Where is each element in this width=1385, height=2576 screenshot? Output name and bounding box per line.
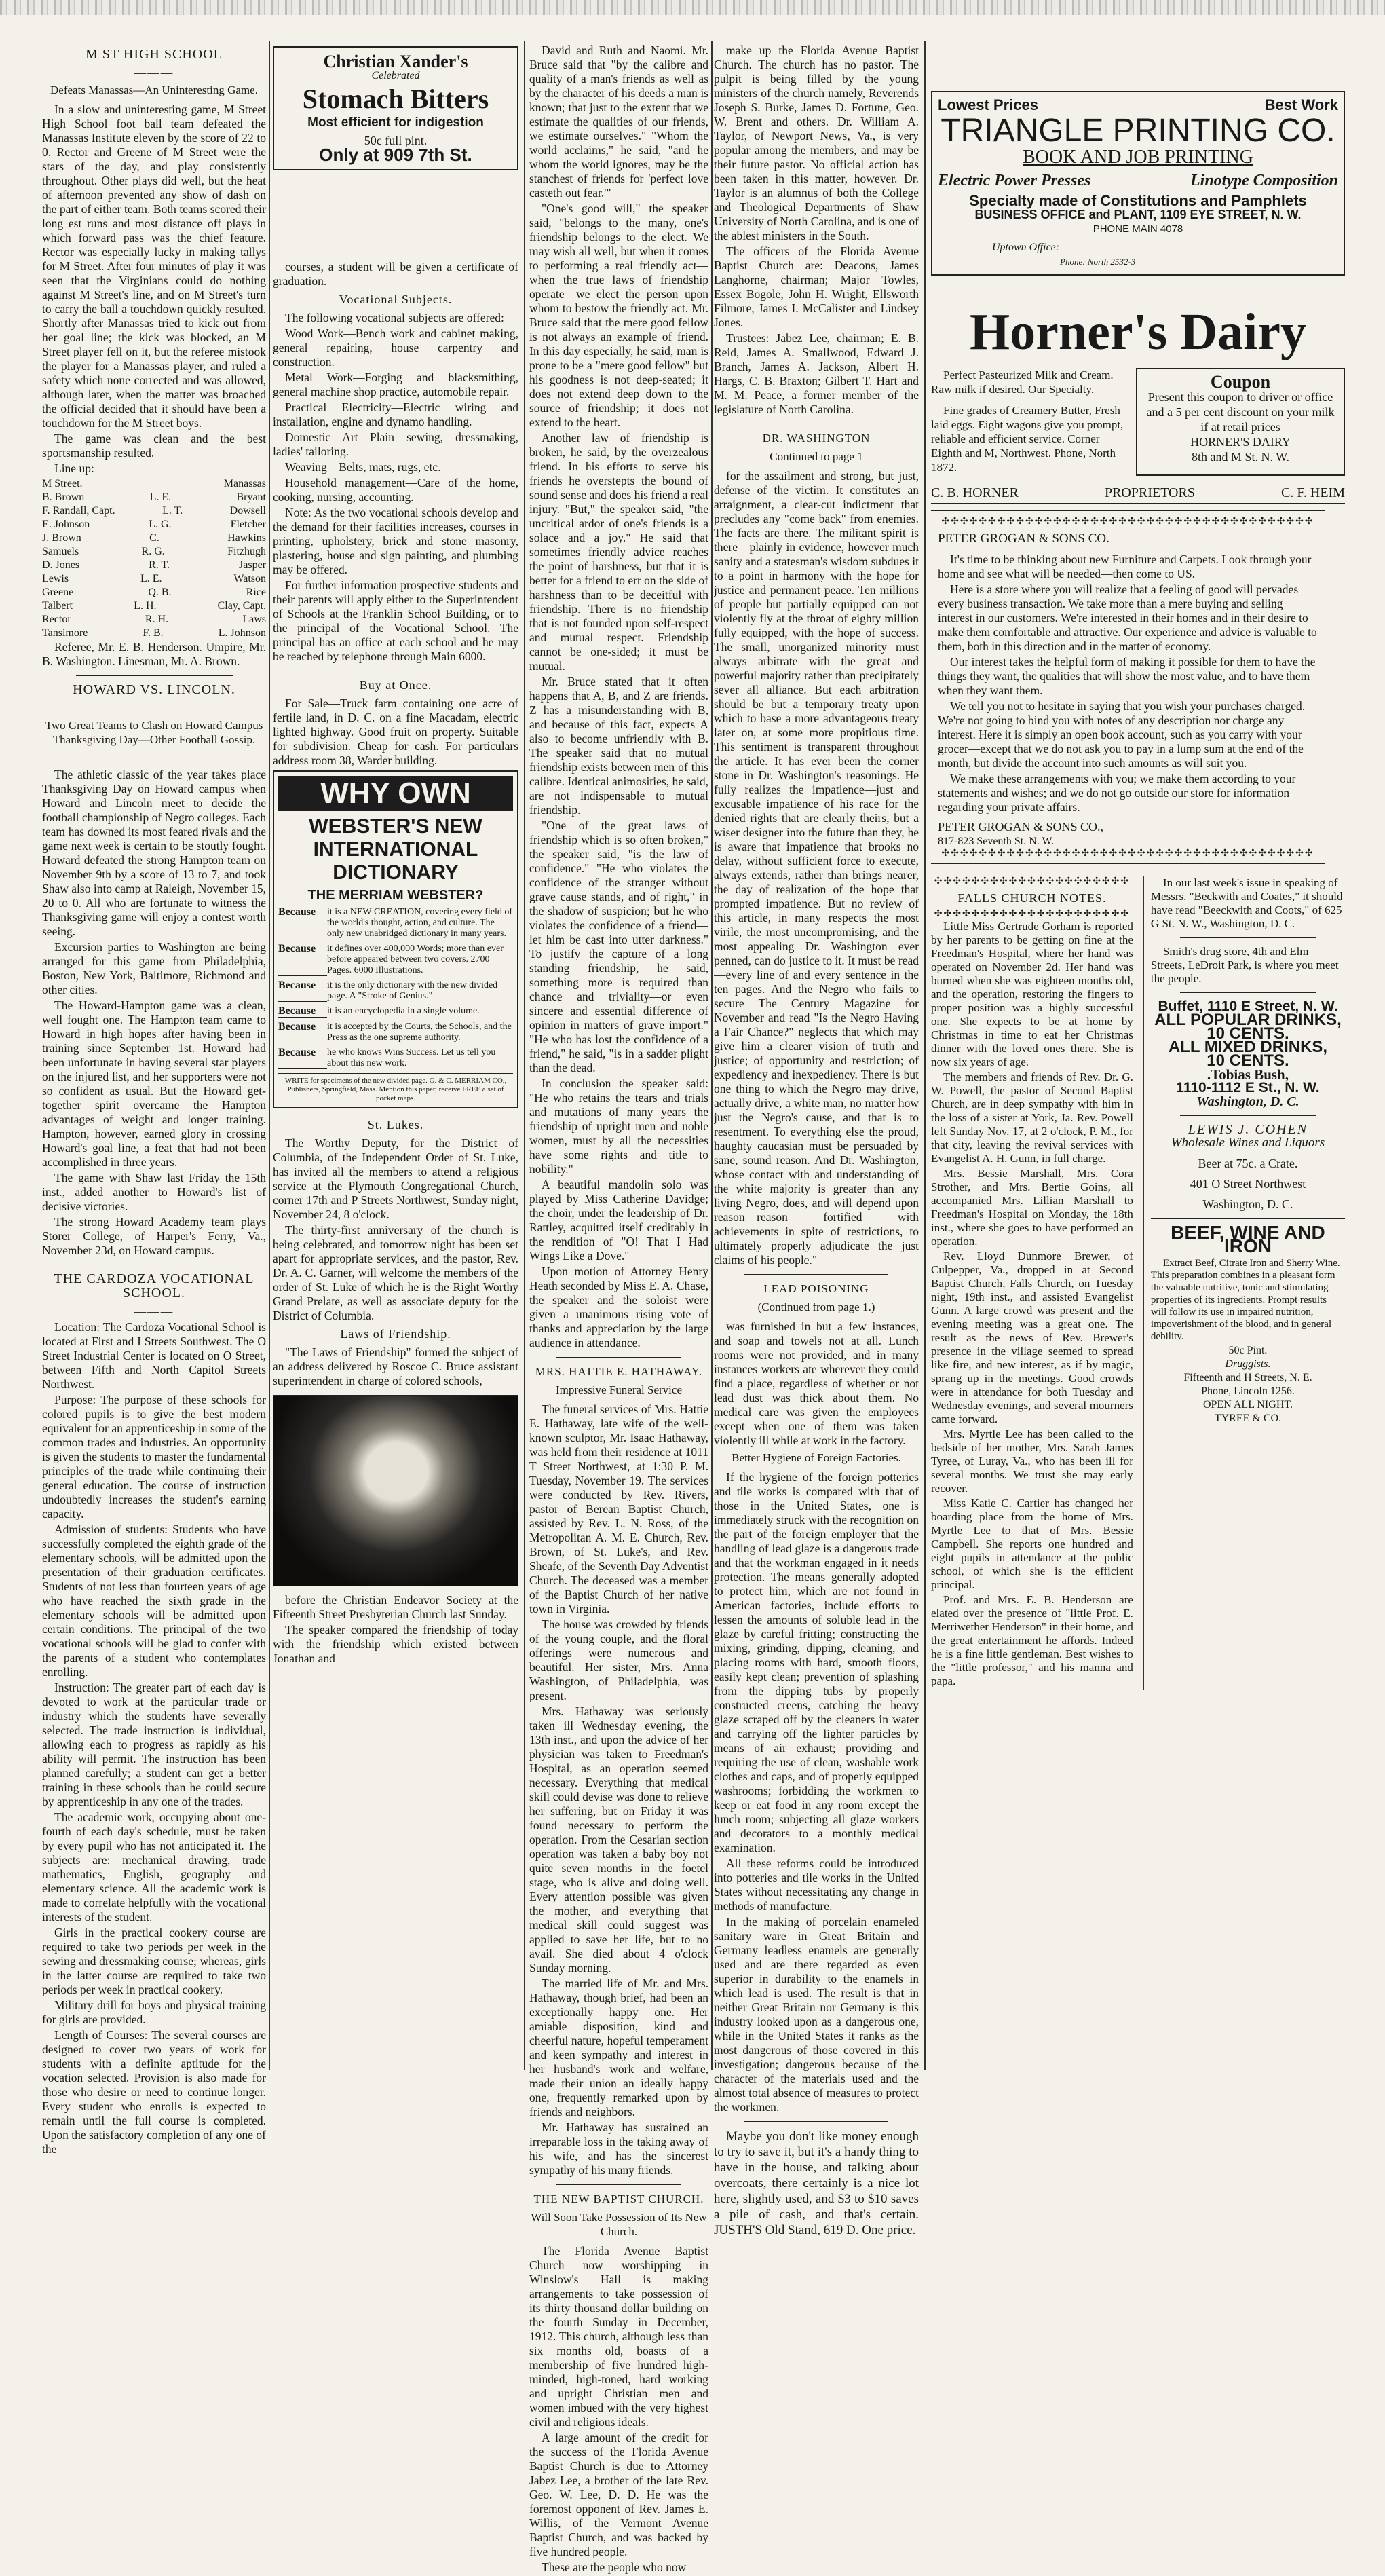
ad-best-work: Best Work — [1264, 96, 1338, 113]
ad-because-label: Because — [278, 944, 327, 976]
lineup-cell: Talbert — [42, 600, 73, 612]
divider — [1151, 1218, 1345, 1219]
lineup-cell: Bryant — [236, 491, 266, 503]
coupon-name: HORNER'S DAIRY — [1190, 435, 1291, 449]
grogan-footer: PETER GROGAN & SONS CO., — [938, 820, 1104, 834]
paragraph: The athletic classic of the year takes place Thanksgiving Day on Howard campus when Howard and Lincoln meet to decide the football championship of Negro colleges. Each team has downed its most feared rivals and the game next week is certain to be stoutly fought. Howard defeated the strong Hampton team on November 9th by a score of 13 to 7, and took Shaw also into camp at Raleigh, November 15, 20 to 0. All who are fortunate to witness the Thanksgiving game will enjoy a contest worth seeing. — [42, 768, 266, 938]
paragraph: These are the people who now — [542, 2560, 687, 2574]
lower-section — [931, 876, 1345, 1690]
paragraph: make up the Florida Avenue Baptist Church. The church has no pastor. The pulpit is being filled by the young ministers of the church namely, Reverends Joseph S. Burke, James D. Fortune, Geo. W. Brent and others. Dr. William A. Taylor, of Newport News, Va., is very popular among the members, and may be their future pastor. No official action has been taken in this matter, however. Dr. Taylor is an alumnus of both the College and Theological Departments of Shaw University of North Carolina, and is one of the ablest ministers in the South. — [714, 43, 919, 242]
column-1 — [42, 43, 266, 2158]
ad-reason-text: he who knows Wins Success. Let us tell you about this new work. — [327, 1047, 496, 1068]
paragraph: Mrs. Myrtle Lee has been called to the bedside of her mother, Mrs. Sarah James Tyree, of Luray, Va., who has been ill for several months. We trust she may early recover. — [931, 1427, 1133, 1495]
paragraph: Location: The Cardoza Vocational School is located at First and I Streets Southwest. The O Street Industrial Center is located on O Street, between Fifth and North Capitol Streets Northwest. — [42, 1320, 266, 1391]
ad-reason-text: it is an encyclopedia in a single volume. — [327, 1006, 480, 1016]
section-heading: Laws of Friendship. — [340, 1327, 451, 1341]
ornament-border: ✣✣✣✣✣✣✣✣✣✣✣✣✣✣✣✣✣✣✣✣✣✣✣✣✣✣✣✣✣✣✣✣✣✣✣✣✣✣✣✣ — [941, 848, 1314, 859]
lineup-cell: D. Jones — [42, 559, 80, 571]
ad-top-row — [938, 98, 1338, 112]
lineup-row — [42, 572, 266, 586]
bush-line: 10 CENTS. — [1207, 1051, 1289, 1070]
lineup-cell: Fletcher — [230, 519, 266, 530]
lineup-cell: B. Brown — [42, 491, 85, 503]
justh-ad: Maybe you don't like money enough to try to save it, but it's a handy thing to have in the house, and talking about overcoats, there certainly is a nice lot here, slightly used, and $3 to $10 saves a pile of cash, and that's certain. JUSTH'S Old Stand, 619 D. One price. — [714, 2129, 919, 2237]
ad-presses-row — [938, 174, 1338, 188]
ad-reason — [278, 980, 513, 1002]
dairy-text: Fine grades of Creamery Butter, Fresh laid eggs. Eight wagons give you prompt, reliable and efficient service. Corner Eighth and M, Northwest. Phone, North 1872. — [931, 404, 1124, 474]
cohen-ad — [1151, 1123, 1345, 1211]
coupon-address: 8th and M St. N. W. — [1191, 450, 1290, 464]
iron-firm: TYREE & CO. — [1214, 1413, 1282, 1424]
paragraph: The speaker compared the friendship of today with the friendship which existed between Jonathan and — [273, 1623, 518, 1665]
webster-dictionary-ad — [273, 770, 518, 1108]
lineup-row — [42, 504, 266, 518]
lineup-cell: E. Johnson — [42, 519, 90, 530]
paragraph: was furnished in but a few instances, and soap and towels not at all. Lunch rooms were not provided, and in many instances workers ate wherever they could find a place, regardless of whether or not lead dust was thick about them. No medical care was given the employees except when one of them was taken violently ill while at work in the factory. — [714, 1320, 919, 1447]
bush-ad — [1151, 1000, 1345, 1108]
paragraph: The house was crowded by friends of the young couple, and the floral offerings were numerous and beautiful. Her sister, Mrs. Anna Washington, of Philadelphia, was present. — [529, 1618, 708, 1702]
ad-reason-text: it defines over 400,000 Words; more than ever before appeared between two covers. 2700 Pages. 6000 Illustrations. — [327, 944, 504, 975]
column-rule — [711, 41, 713, 2070]
lineup-cell: L. H. — [134, 600, 157, 612]
article-subheading: Two Great Teams to Clash on Howard Campus Thanksgiving Day—Other Football Gossip. — [45, 719, 263, 746]
bush-line: ALL POPULAR DRINKS, — [1154, 1011, 1342, 1029]
lineup-cell: Samuels — [42, 546, 79, 557]
grogan-name: PETER GROGAN & SONS CO. — [938, 531, 1109, 546]
paragraph: Mrs. Hathaway was seriously taken ill Wednesday evening, the 13th inst., and upon the advice of her physician was taken to Freedman's Hospital, as an operation seemed necessary. Everything that medical skill could devise was done to relieve her suffering, but on Friday it was found necessary to perform the operation. From the Cesarian section operation was taken a baby boy not quite seven months in the foetel stage, who is alive and doing well. Every attention possible was given the mother, and everything that medical skill could suggest was applied to save her life, but to no avail. She died about 4 o'clock Sunday morning. — [529, 1704, 708, 1975]
ad-reason — [278, 944, 513, 976]
cohen-city: Washington, D. C. — [1202, 1197, 1293, 1211]
article-heading-cardoza: THE CARDOZA VOCATIONAL SCHOOL. — [54, 1271, 254, 1301]
divider: ——— — [134, 752, 174, 766]
article-heading-howard: HOWARD VS. LINCOLN. — [73, 682, 235, 697]
lineup-cell: R. T. — [149, 559, 170, 571]
paragraph: Weaving—Belts, mats, rugs, etc. — [285, 460, 441, 474]
column-3 — [529, 43, 708, 2576]
ad-uptown-phone: Phone: North 2532-3 — [1060, 257, 1136, 267]
article-subheading: Better Hygiene of Foreign Factories. — [732, 1451, 901, 1464]
ad-reason — [278, 1006, 513, 1018]
grogan-paragraph: We tell you not to hesitate in saying that you wish your purchases charged. We're not going to bind you with notes of any description nor charge any interest. Here it is simply an open book account, such as you carry with your grocer—except that we do not ask you to pay in a lump sum at the end of the month, but divide the account into such amounts as will suit you. — [938, 699, 1306, 770]
lineup-cell: Dowsell — [229, 505, 266, 517]
divider — [744, 1274, 888, 1275]
article-subheading: Defeats Manassas—An Uninteresting Game. — [50, 83, 258, 96]
stomach-bitters-ad — [273, 46, 518, 170]
article-heading-washington: DR. WASHINGTON — [762, 432, 871, 445]
paragraph: The funeral services of Mrs. Hattie E. Hathaway, late wife of the well-known sculptor, Mr. Isaac Hathaway, was held from their residence at 1011 T Street Northwest, at 1:30 P. M. Tuesday, November 19. The services were conducted by Rev. Rivers, pastor of Berean Baptist Church, assisted by Rev. L. N. Ross, of the Metropolitan A. M. E. Church, Rev. Brown, of St. Luke's, and Rev. Sheafe, of the Seventh Day Adventist Church. The deceased was a member of the Baptist Church of her native town in Virginia. — [529, 1402, 708, 1616]
paragraph: The thirty-first anniversary of the church is being celebrated, and tomorrow night has been set apart for appropriate services, and the pastor, Rev. Dr. A. C. Garner, will welcome the members of the order of St. Luke of which he is the Right Worthy Grand Prelate, as well as associate deputy for the District of Columbia. — [273, 1223, 518, 1322]
grogan-paragraph: We make these arrangements with you; we make them according to your statements and wishes; and we do not go outside our store for information regarding your private affairs. — [938, 772, 1296, 814]
dairy-coupon — [1136, 368, 1345, 476]
article-heading-baptist: THE NEW BAPTIST CHURCH. — [533, 2192, 704, 2205]
dairy-body — [931, 368, 1345, 476]
article-heading-m-street: M ST HIGH SCHOOL — [86, 47, 223, 62]
section-heading: Vocational Subjects. — [339, 293, 453, 306]
dairy-proprietors — [931, 483, 1345, 504]
paragraph: Little Miss Gertrude Gorham is reported by her parents to be getting on fine at the Freedman's Hospital, where her hand was operated on November 2d. Her hand was burned when she was eighteen months old, and the operation, restoring the fingers to proper position was a highly successful one. She expects to be at home by Christmas in time to eat her Christmas dinner with the loved ones there. She is now six years of age. — [931, 920, 1133, 1068]
lineup-cell: J. Brown — [42, 532, 81, 544]
top-edge-strip — [0, 0, 1385, 15]
falls-church-column — [931, 876, 1133, 1690]
lineup-cell: Lewis — [42, 573, 69, 584]
paragraph: The Florida Avenue Baptist Church now worshipping in Winslow's Hall is making arrangements to take possession of its thirty thousand dollar building on the fourth Sunday in December, 1912. This church, although less than six months old, boasts of a membership of five hundred high-minded, high-toned, hard working and upright Christian men and women imbued with the very highest civil and religious ideals. — [529, 2244, 708, 2429]
lineup-cell: Greene — [42, 586, 74, 598]
article-subheading: Will Soon Take Possession of Its New Church. — [531, 2211, 707, 2238]
lineup-cell: F. Randall, Capt. — [42, 505, 115, 517]
ad-uptown: Uptown Office: — [992, 242, 1060, 253]
ad-dictionary-name: WEBSTER'S NEW INTERNATIONAL DICTIONARY — [309, 815, 482, 884]
bush-name: .Tobias Bush, — [1207, 1066, 1289, 1083]
grogan-ad — [931, 510, 1325, 865]
lineup-row — [42, 599, 266, 613]
coupon-title: Coupon — [1210, 372, 1271, 392]
article-subheading: Continued to page 1 — [770, 450, 863, 463]
lineup-cell: Q. B. — [148, 586, 172, 598]
ad-question: THE MERRIAM WEBSTER? — [307, 888, 484, 903]
bush-city: Washington, D. C. — [1196, 1094, 1299, 1109]
ads-column — [1143, 876, 1345, 1690]
spacer — [931, 276, 1345, 303]
grogan-footer-address: 817-823 Seventh St. N. W. — [938, 836, 1055, 847]
proprietor-2: C. F. HEIM — [1281, 485, 1345, 500]
dairy-left — [931, 368, 1126, 476]
grogan-paragraph: Here is a store where you will realize that a feeling of good will pervades every business transaction. We take more than a mere buying and selling interest in our customers. We're interested in their homes and in their desire to make them comfortable and attractive. Our experience and advice is valuable to them, both in this direction and in the matter of economy. — [938, 582, 1317, 653]
coupon-text: Present this coupon to driver or office and a 5 per cent discount on your milk if at retail prices — [1146, 390, 1335, 434]
bush-address: 1110-1112 E St., N. W. — [1176, 1080, 1320, 1096]
paragraph: Note: As the two vocational schools develop and the demand for their facilities increases, courses in printing, upholstery, brick and stone masonry, plastering, house and sign painting, and plumbing may be offered. — [273, 506, 518, 576]
falls-church-heading: FALLS CHURCH NOTES. — [957, 891, 1107, 905]
triangle-printing-ad — [931, 91, 1345, 276]
paragraph: "The Laws of Friendship" formed the subject of an address delivered by Roscoe C. Bruce assistant superintendent in charge of colored schools, — [273, 1345, 518, 1387]
lineup-cell: L. G. — [149, 519, 172, 530]
paragraph: Wood Work—Bench work and cabinet making, general repairing, house carpentry and construction. — [273, 326, 518, 369]
iron-druggists: Druggists. — [1225, 1358, 1271, 1370]
lineup-row — [42, 491, 266, 504]
iron-address: Fifteenth and H Streets, N. E. — [1183, 1372, 1312, 1383]
column-4 — [714, 43, 919, 2239]
paragraph: Excursion parties to Washington are being arranged for this game from Philadelphia, Boston, New York, Baltimore, Richmond and other cities. — [42, 940, 266, 996]
column-rule — [924, 41, 926, 2070]
column-rule — [269, 41, 270, 2070]
paragraph: In the making of porcelain enameled sanitary ware in Great Britain and Germany leadless enamels are generally used and are there regarded as even superior in durability to the enamels in which lead is used. The result is that in neither Great Britain nor Germany is this industry looked upon as a dangerous one, while in the United States it ranks as the most dangerous of those covered in this investigation; dangerous because of the character of the materials used and the almost total absence of measures to protect the workmen. — [714, 1915, 919, 2114]
paragraph: Admission of students: Students who have successfully completed the eighth grade of the elementary schools, will be admitted upon the presentation of their graduation certificates. Students of not less than fourteen years of age who have reached the sixth grade in the elementary schools will be admitted upon certain conditions. The principal of the two vocational schools will be glad to confer with the parents of a student who contemplates enrolling. — [42, 1523, 266, 1679]
beef-wine-iron-ad — [1150, 1222, 1345, 1425]
iron-price: 50c Pint. — [1228, 1345, 1268, 1356]
paragraph: Rev. Lloyd Dunmore Brewer, of Culpepper, Va., dropped in at Second Baptist Church, Falls Church, on Tuesday night, 19th inst., and assisted Evangelist Gunn. A large crowd was present and the evening meeting was a great one. The result as the news of Rev. Brewer's presence in the village seemed to spread like fire, and new interest, as if by magic, sprang up in the meetings. Good crowds were in attendance for both Tuesday and Wednesday evenings, and several mourners came forward. — [931, 1250, 1133, 1425]
ad-phone: PHONE MAIN 4078 — [1093, 223, 1183, 235]
paragraph: The strong Howard Academy team plays Storer College, of Harper's Ferry, Va., November 23d, on Howard campus. — [42, 1215, 266, 1257]
lineup-table — [42, 477, 266, 640]
lineup-cell: L. E. — [149, 491, 172, 503]
lineup-cell: Watson — [233, 573, 266, 584]
bush-buffet: Buffet, 1110 E Street, N. W. — [1158, 998, 1338, 1014]
dairy-text: Perfect Pasteurized Milk and Cream. Raw milk if desired. Our Specialty. — [931, 369, 1114, 396]
paragraph: The game with Shaw last Friday the 15th inst., added another to Howard's list of decisive victories. — [42, 1171, 266, 1213]
ad-presses: Electric Power Presses — [938, 172, 1091, 189]
section-heading: Buy at Once. — [359, 678, 432, 692]
article-subheading: (Continued from page 1.) — [757, 1301, 875, 1313]
paragraph: Miss Katie C. Cartier has changed her boarding place from the home of Mrs. Myrtle Lee to that of Mrs. Bessie Campbell. She reports one hundred and eight pupils in attendance at the public school, of which she is the efficient principal. — [931, 1497, 1133, 1591]
paragraph: for the assailment and strong, but just, defense of the victim. It constitutes an arraignment, a clear-cut indictment that precludes any "come back" from enemies. The facts are there. The militant spirit is there—plainly in evidence, however much sanity and a statesman's wisdom subdues it to a point in harmony with the hope for justice and permanent peace. Ten millions of people but partially equipped can not violently fly at the throat of eighty million fully equipped, with the hope of success. The small, unorganized minority must always arbitrate with the great and powerful majority rather than precipitately sever all alliance. But each arbitration should be but a temporary treaty upon which to base a more advantageous treaty later on, at some more propitious time. This sentiment is transparent throughout the article. It has ever been the corner stone in Dr. Washington's reasonings. He fully realizes the impatience—just and excusable impatience of his race for the denied rights that are clearly theirs, but a wiser designer into the future than they, he is aware that impatience that brooks no delay, without sufficient force to execute, always extends, rather than brings nearer, the day of realization of the hope that prompted impatience. But no review of this article, in many respects the most virile, the most uncompromising, and the most appealing Dr. Washington ever penned, can do justice to it. It must be read—every line of and every sentence in the ten pages. And the Negro who fails to secure The Century Magazine for November and read "Is the Negro Having a Fair Chance?" neglects that which may give him a clearer vision of truth and justice; of opportunity and restriction; of expediency and inexpediency. There is but one thing to which the Negro may drive, actually drive, a white man, no matter how just the Negro's cause, and that is to resentment. To everything else the proud, haughty caucasian must be persuaded by sane, sound reason. And Dr. Washington, whose contact with and understanding of the white majority is greater than any living Negro, does, and will depend upon reason—reason fortified with achievements in spite of restrictions, to ultimately properly adjudicate the just claims of his people." — [714, 469, 919, 1267]
paragraph: The members and friends of Rev. Dr. G. W. Powell, the pastor of Second Baptist Church, are in deep sympathy with him in the loss of a sister at York, Ja. Rev. Powell left Sunday Nov. 17, at 2 o'clock, P. M., for that city, leaving the revival services with Evangelist A. H. Gunn, in full charge. — [931, 1070, 1133, 1165]
lineup-cell: L. E. — [140, 573, 162, 584]
paragraph: Girls in the practical cookery course are required to take two periods per week in the sewing and dressmaking course; whereas, girls in the latter course are required to take two periods per week in practical cookery. — [42, 1926, 266, 1996]
lineup-row — [42, 627, 266, 640]
column-2 — [273, 43, 518, 1667]
ad-price: 50c full pint. — [364, 134, 428, 147]
divider — [744, 2121, 888, 2122]
lineup-cell: Rector — [42, 614, 71, 625]
paragraph: If the hygiene of the foreign potteries and tile works is compared with that of those in the United States, one is immediately struck with the recognition on the part of the foreign employer that the handling of lead glaze is a dangerous trade and that the workman engaged in it needs protection. The means generally adopted to protect him, which are not found in American factories, include efforts to lessen the amounts of soluble lead in the glaze by careful fritting; constructing the mixing, grinding, dipping, cleaning, and placing rooms with hard, smooth floors, easily kept clean; prevention of splashing from the dipping tubs by properly constructed creens, catching the heavy glaze scraped off by the cleaners in water and carrying off the lighter particles by means of air exhaust; providing and requiring the use of clean, washable work clothes and caps, and of properly equipped washrooms; forbidding the workmen to keep or eat food in any room except the lunch room; subjecting all glaze workers and decorators to a monthly medical examination. — [714, 1470, 919, 1854]
ad-specialty: Specialty made of Constitutions and Pamphlets — [969, 192, 1307, 209]
ad-footer: WRITE for specimens of the new divided page. G. & C. MERRIAM CO., Publishers, Springfield, Mass. Mention this paper, receive FREE a set of pocket maps. — [278, 1073, 513, 1103]
ad-reason-text: it is a NEW CREATION, covering every field of the world's thought, action, and culture. The only new unabridged dictionary in many years. — [327, 907, 513, 939]
paragraph: before the Christian Endeavor Society at the Fifteenth Street Presbyterian Church last Sunday. — [273, 1593, 518, 1621]
paragraph: Mr. Hathaway has sustained an irreparable loss in the taking away of his wife, and has the sincerest sympathy of his many friends. — [529, 2121, 708, 2177]
ad-tagline: Most efficient for indigestion — [307, 115, 484, 130]
lineup-row — [42, 518, 266, 531]
cohen-price: Beer at 75c. a Crate. — [1198, 1157, 1298, 1170]
lineup-cell: Hawkins — [227, 532, 266, 544]
ad-printing-sub: BOOK AND JOB PRINTING — [1023, 147, 1253, 168]
ad-because-label: Because — [278, 907, 327, 939]
paragraph: The academic work, occupying about one-fourth of each day's schedule, must be taken by every pupil who has not anticipated it. The subjects are: mechanical drawing, trade mathematics, English, geography and elementary science. All the academic work is made to correlate helpfully with the vocational interests of the student. — [42, 1810, 266, 1924]
divider: ——— — [134, 701, 174, 715]
ad-reason — [278, 907, 513, 939]
paragraph: Prof. and Mrs. E. B. Henderson are elated over the presence of "little Prof. E. Merriwether Henderson" in their home, and the great entertainment he affords. Indeed he is a fine little gentleman. Best wishes to the "little professor," and his manna and papa. — [931, 1593, 1133, 1687]
iron-text: Extract Beef, Citrate Iron and Sherry Wine. This preparation combines in a pleasant form the valuable nutritive, tonic and stimulating properties of its ingredients. Prompt results will follow its use in impaired nutrition, impoverishment of the blood, and in general debility. — [1150, 1258, 1340, 1342]
lineup-cell: L. Johnson — [218, 627, 266, 639]
cohen-address: 401 O Street Northwest — [1190, 1177, 1306, 1191]
paragraph: Trustees: Jabez Lee, chairman; E. B. Reid, James A. Smallwood, Edward J. Branch, James A. Jackson, Albert H. Hargs, C. B. Braxton; Gilbert T. Hart and M. M. Peace, a former member of the legislature of North Carolina. — [714, 331, 919, 416]
beckwith-note: In our last week's issue in speaking of Messrs. "Beckwith and Coates," it should have read "Beeckwith and Coots," of 625 G St. N. W., Washington, D. C. — [1150, 876, 1343, 930]
paragraph: Length of Courses: The several courses are designed to cover two years of work for students with a definite aptitude for the vocation selected. Provision is also made for those who desire or need to continue longer. Every student who enrolls is expected to remain until the full course is completed. Upon the satisfactory completion of any one of the — [42, 2028, 266, 2156]
cohen-name: LEWIS J. COHEN — [1188, 1122, 1308, 1137]
paragraph: A beautiful mandolin solo was played by Miss Catherine Davidge; the choir, under the leadership of Dr. Rattley, acquitted itself creditably in the rendition of "O! That I Had Wings Like a Dove." — [529, 1178, 708, 1263]
ad-lowest-prices: Lowest Prices — [938, 96, 1038, 113]
ornament-border: ✣✣✣✣✣✣✣✣✣✣✣✣✣✣✣✣✣✣✣✣✣✣✣✣✣✣✣✣✣✣✣✣✣✣✣✣✣✣✣✣ — [941, 517, 1314, 527]
ad-title: Christian Xander's — [323, 52, 468, 71]
paragraph: Upon motion of Attorney Henry Heath seconded by Miss E. A. Chase, the speaker and the soloist were given a unanimous rising vote of thanks and appreciation by the large audience in attendance. — [529, 1265, 708, 1349]
ad-why-own: WHY OWN — [278, 776, 513, 811]
paragraph: Mrs. Bessie Marshall, Mrs. Cora Strother, and Mrs. Bertie Goins, all accompanied Mrs. Lillian Marshall to Freedman's Hospital on Monday, the 18th inst., where she goes to have performed an operation. — [931, 1167, 1133, 1248]
divider — [76, 675, 233, 676]
lineup-cell: Clay, Capt. — [217, 600, 266, 612]
proprietors-label: PROPRIETORS — [1104, 485, 1195, 500]
ornament-border: ✣✣✣✣✣✣✣✣✣✣✣✣✣✣✣✣✣✣✣✣✣ — [934, 909, 1131, 919]
paragraph: Practical Electricity—Electric wiring and installation, engine and dynamo handling. — [273, 400, 518, 428]
paragraph: Household management—Care of the home, cooking, nursing, accounting. — [273, 476, 518, 504]
lineup-row — [42, 545, 266, 559]
paragraph: "One's good will," the speaker said, "belongs to the many, one's friendship belongs to the elect. We may wish all well, but when it comes to performing a real friendly act—when the true laws of friendship operate—we elect the person upon whom to bestow the friendly act. Mr. Bruce said that the mere good fellow is not always an example of friend. In this day especially, he said, man is prone to be a "mere good fellow" but his goodness is not deep-seated; it does not extend deep down to the source of friendship; it does not extend to the heart. — [529, 202, 708, 429]
paragraph: Metal Work—Forging and blacksmithing, general machine shop practice, automobile repair. — [273, 371, 518, 398]
column-5 — [931, 43, 1345, 1690]
ad-linotype: Linotype Composition — [1190, 172, 1338, 189]
cohen-sub: Wholesale Wines and Liquors — [1171, 1136, 1325, 1150]
ad-because-label: Because — [278, 1006, 327, 1018]
divider — [1180, 1115, 1316, 1116]
officials: Referee, Mr. E. B. Henderson. Umpire, Mr. B. Washington. Linesman, Mr. A. Brown. — [42, 640, 266, 668]
paragraph: The game was clean and the best sportsmanship resulted. — [42, 432, 266, 460]
lineup-row — [42, 559, 266, 572]
divider — [1180, 992, 1316, 993]
divider — [556, 1357, 682, 1358]
divider: ——— — [134, 1305, 174, 1318]
bush-line: 10 CENTS. — [1207, 1024, 1289, 1043]
ornament-border: ✣✣✣✣✣✣✣✣✣✣✣✣✣✣✣✣✣✣✣✣✣ — [934, 876, 1131, 886]
spacer — [273, 180, 518, 260]
lineup-cell: C. — [149, 532, 159, 544]
paragraph: In a slow and uninteresting game, M Street High School foot ball team defeated the Manassas Institute eleven by the score of 22 to 0. Rector and Greene of M Street were the stars of the day, and play consistently throughout. Other plays did well, but the heat of afternoon prevented any show of dash on the part of either team. Both teams scored their long est runs and most distance off plays in which forward pass was the chief feature. Rector was especially lucky in making tallys for M Street. After four minutes of play it was seen that the Virginians could do nothing against M Street's line, and on M Street's turn to carry the ball a touchdown quickly resulted. Shortly after Manassas tried to kick out from her goal line; the kick was blocked, an M Street player fell on it, but the referee mistook the player for a Manassas player, and ruled a safety which none corrected and was allowed, although later, when the matter was broached the official decided that it should have been a touchdown for the M Street boys. — [42, 102, 266, 430]
ad-address: BUSINESS OFFICE and PLANT, 1109 EYE STREET, N. W. — [974, 208, 1302, 221]
paragraph: Domestic Art—Plain sewing, dressmaking, ladies' tailoring. — [273, 430, 518, 458]
paragraph: In conclusion the speaker said: "He who retains the tears and trials and mutations of many years the friendship of upright men and noble women, must by all the necessities have some rights and title to nobility." — [529, 1077, 708, 1176]
divider — [1180, 937, 1316, 938]
lineup-cell: Rice — [246, 586, 266, 598]
smith-note: Smith's drug store, 4th and Elm Streets, LeDroit Park, is where you meet the people. — [1150, 945, 1339, 985]
article-subheading: Impressive Funeral Service — [556, 1383, 682, 1396]
lineup-row — [42, 613, 266, 627]
paragraph: The officers of the Florida Avenue Baptist Church are: Deacons, James Langhorne, chairman; Major Towles, Essex Bogole, John H. Wright, Ellsworth Filmore, James I. McCalister and Lindsey Jones. — [714, 244, 919, 329]
iron-open: OPEN ALL NIGHT. — [1202, 1399, 1293, 1411]
ad-printing-name: TRIANGLE PRINTING CO. — [941, 113, 1335, 149]
ad-reasons-list — [278, 907, 513, 1069]
paragraph: The Worthy Deputy, for the District of Columbia, of the Independent Order of St. Luke, has invited all the members to attend a religious service at the Plymouth Congregational Church, corner 17th and P Streets Northwest, Sunday night, November 24, 8 o'clock. — [273, 1136, 518, 1221]
paragraph: For further information prospective students and their parents will apply either to the Superintendent of Schools at the Franklin School Building, or to the principal of the Vocational School. The principal has an office at each school and he may be reached by telephone through Main 6000. — [273, 578, 518, 663]
lineup-cell: M Street. — [42, 478, 83, 489]
proprietor-1: C. B. HORNER — [931, 485, 1019, 500]
grogan-paragraph: It's time to be thinking about new Furniture and Carpets. Look through your home and see what will be needed—then come to US. — [938, 553, 1312, 580]
lineup-cell: R. G. — [141, 546, 165, 557]
article-heading-lead: LEAD POISONING — [763, 1282, 869, 1295]
paragraph: Military drill for boys and physical training for girls are provided. — [42, 1998, 266, 2026]
horners-dairy-title: Horner's Dairy — [969, 303, 1306, 360]
lineup-cell: Laws — [242, 614, 266, 625]
divider — [556, 2184, 682, 2185]
ad-because-label: Because — [278, 1022, 327, 1043]
paragraph: courses, a student will be given a certificate of graduation. — [273, 260, 518, 288]
grogan-paragraph: Our interest takes the helpful form of making it possible for them to have the things they want, the qualities that will show the most value, and to have them when they want them. — [938, 655, 1316, 697]
divider: ——— — [134, 66, 174, 79]
lineup-row — [42, 477, 266, 491]
iron-phone: Phone, Lincoln 1256. — [1201, 1385, 1295, 1397]
paragraph: All these reforms could be introduced into potteries and tile works in the United States without necessitating any change in methods of manufacture. — [714, 1856, 919, 1913]
ad-product: Stomach Bitters — [302, 83, 489, 114]
lineup-cell: R. H. — [145, 614, 169, 625]
paragraph: The married life of Mr. and Mrs. Hathaway, though brief, had been an exceptionally happy one. Her amiable disposition, kind and cheerful nature, hopeful temperament and keen sympathy and interest in her husband's work and welfare, made their union an ideally happy one, frequently remarked upon by friends and neighbors. — [529, 1977, 708, 2118]
paragraph: "One of the great laws of friendship which is so often broken," the speaker said, "is the law of confidence." "He who violates the confidence of the stranger without grave cause stands, and of right," in the shadow of suspicion; but he who violates the confidence of a friend—let him be cast into utter darkness." To justify the capture of a long standing friendship, he said, something more is required than chance and triviality—or even sincere and essential difference of opinion in matters of grave import." "He who has lost the confidence of a friend," he said, "is in a sadder plight than the dead. — [529, 819, 708, 1075]
ad-reason — [278, 1047, 513, 1069]
ad-because-label: Because — [278, 1047, 327, 1069]
lineup-cell: F. B. — [143, 627, 164, 639]
paragraph: The following vocational subjects are offered: — [285, 311, 504, 324]
paragraph: A large amount of the credit for the success of the Florida Avenue Baptist Church is due to Attorney Jabez Lee, a brother of the late Rev. Geo. W. Lee, D. D. He was the foremost opponent of Rev. James E. Willis, of the Vermont Avenue Baptist Church, and was backed by five hundred people. — [529, 2431, 708, 2558]
iron-title: BEEF, WINE AND IRON — [1171, 1222, 1325, 1256]
ad-address: Only at 909 7th St. — [319, 145, 472, 165]
article-heading-hathaway: MRS. HATTIE E. HATHAWAY. — [535, 1365, 703, 1378]
lineup-row — [42, 531, 266, 545]
bush-line: ALL MIXED DRINKS, — [1168, 1038, 1328, 1056]
paragraph: Instruction: The greater part of each day is devoted to work at the particular trade or industry which the students have severally selected. The trade instruction is individual, allowing each to progress as rapidly as his ability will permit. The instruction has been planned carefully; a student can get a better training in these schools than he could secure by apprenticeship in any one of the trades. — [42, 1681, 266, 1808]
lineup-cell: L. T. — [162, 505, 183, 517]
ad-reason-text: it is accepted by the Courts, the Schools, and the Press as the one supreme authority. — [327, 1022, 512, 1043]
portrait-photo — [273, 1395, 518, 1586]
ad-celebrated: Celebrated — [371, 70, 420, 81]
paragraph: For Sale—Truck farm containing one acre of fertile land, in D. C. on a fine Macadam, electric lighted highway. Good fruit on property. Suitable for subdivision. Cheap for cash. For particulars address room 38, Warder building. — [273, 696, 518, 767]
paragraph: The Howard-Hampton game was a clean, well fought one. The Hampton team came to Howard in high hopes after having been in training since September 1st. Howard had been unfortunate in having several star players on the injured list, and her supporters were not so confident as usual. But the Howard get-together spirit overcame the Hampton advantages of weight and longer training. Hampton, however, earned glory in crossing Howard's goal line, a feat that had not been accomplished in three years. — [42, 998, 266, 1169]
section-heading: St. Lukes. — [367, 1118, 424, 1132]
ad-reason-text: it is the only dictionary with the new divided page. A "Stroke of Genius." — [327, 980, 498, 1001]
lineup-cell: Manassas — [223, 478, 266, 489]
column-rule — [524, 41, 525, 2070]
paragraph: Mr. Bruce stated that it often happens that A, B, and Z are friends. Z has a misunderstanding with B, and because of this fact, expects A also to become unfriendly with B. The speaker said that no mutual friendship exists between men of this calibre. Identical animosities, he said, are not indispensable to mutual friendship. — [529, 675, 708, 817]
paragraph: Purpose: The purpose of these schools for colored pupils is to give the best modern equivalent for an apprenticeship in some of the common trades and industries. An opportunity is given the students to master the fundamental principles of the trade while continuing their general education. The course of instruction undoubtedly increases the student's earning capacity. — [42, 1393, 266, 1520]
lineup-cell: Jasper — [239, 559, 266, 571]
paragraph: Another law of friendship is broken, he said, by the overzealous friend. In his efforts to serve his friends he overstepts the bound of sound sense and does his friend a real injury. "But," the speaker said, "the uncritical ardor of one's friends is a solace and a joy." He said that sometimes friendly advice reaches the point of harshness, but that it is better for a friend to err on the side of harshness than to be deceitful with friendship. There is no friendship that is not founded upon self-respect and mutual respect. Friendship cannot be one-sided; it must be mutual. — [529, 431, 708, 673]
paragraph: David and Ruth and Naomi. Mr. Bruce said that "by the calibre and quality of a man's friends as well as by the character of his deeds a man is known; that just to the extent that we estimate the qualities of our friends, we estimate ourselves." "Whom the world acclaims," he said, "and he whom the world ignores, may be the stanchest of friends for 'perfect love casteth out fear.'" — [529, 43, 708, 200]
lineup-cell: Tansimore — [42, 627, 88, 639]
lineup-row — [42, 586, 266, 599]
ad-reason — [278, 1022, 513, 1043]
lineup-label: Line up: — [54, 462, 94, 475]
ad-because-label: Because — [278, 980, 327, 1002]
lineup-cell: Fitzhugh — [227, 546, 266, 557]
